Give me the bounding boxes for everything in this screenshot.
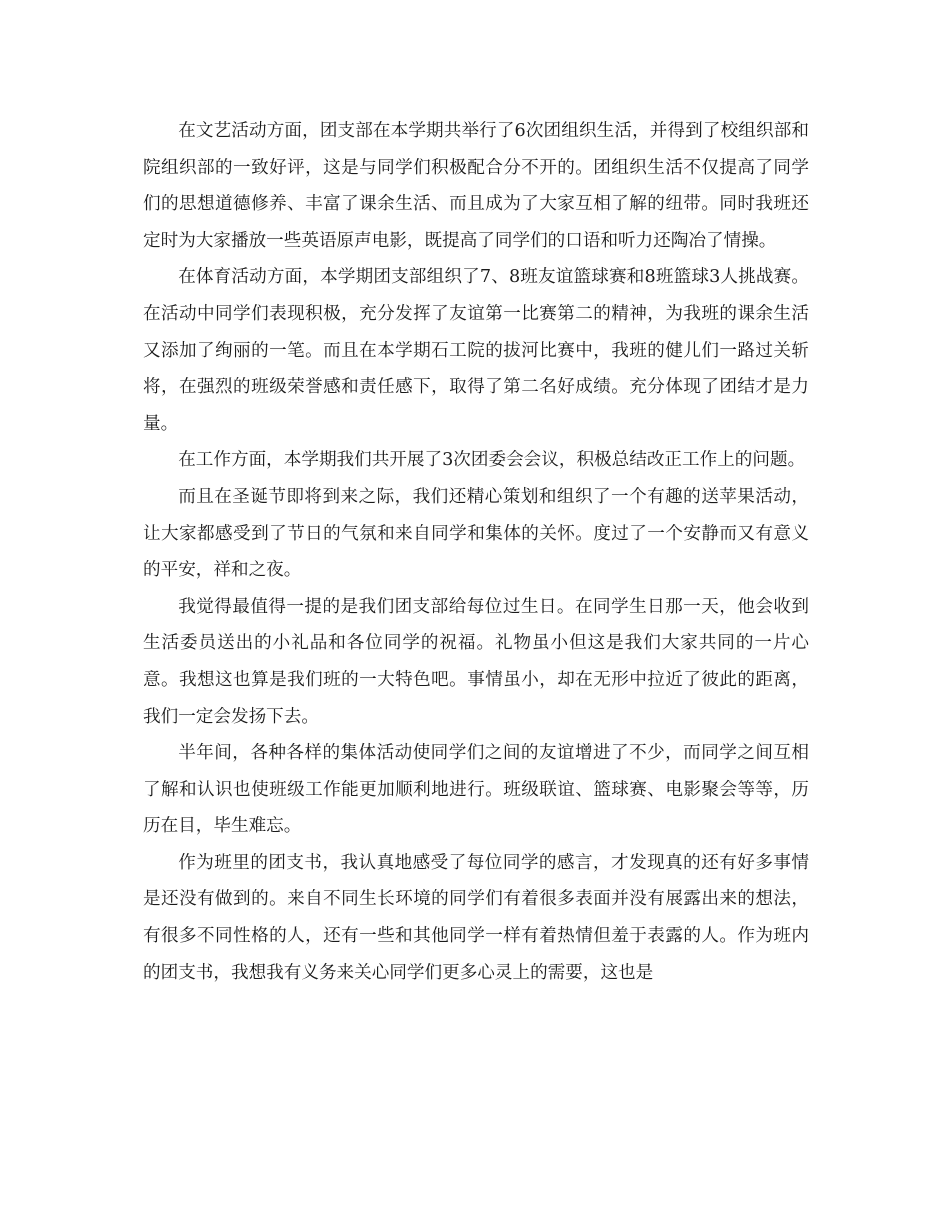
paragraph-arts-activities: 在文艺活动方面，团支部在本学期共举行了6次团组织生活，并得到了校组织部和院组织部的一致好评，这是与同学们积极配合分不开的。团组织生活不仅提高了同学们的思想道德修养、丰富了课余生活、而且成为了大家互相了解的纽带。同时我班还定时为大家播放一些英语原声电影，既提高了同学们的口语和听力还陶冶了情操。 xyxy=(143,121,809,251)
paragraph-birthdays: 我觉得最值得一提的是我们团支部给每位过生日。在同学生日那一天，他会收到生活委员送出的小礼品和各位同学的祝福。礼物虽小但这是我们大家共同的一片心意。我想这也算是我们班的一大特色吧。事情虽小，却在无形中拉近了彼此的距离，我们一定会发扬下去。 xyxy=(143,596,809,727)
paragraph-league-secretary: 作为班里的团支书，我认真地感受了每位同学的感言，才发现真的还有好多事情是还没有做到的。来自不同生长环境的同学们有着很多表面并没有展露出来的想法，有很多不同性格的人，还有一些和其他同学一样有着热情但羞于表露的人。作为班内的团支书，我想我有义务来关心同学们更多心灵上的需要，这也是 xyxy=(143,852,809,983)
document-body xyxy=(143,113,809,991)
paragraph-sports-activities: 在体育活动方面，本学期团支部组织了7、8班友谊篮球赛和8班篮球3人挑战赛。在活动中同学们表现积极，充分发挥了友谊第一比赛第二的精神，为我班的课余生活又添加了绚丽的一笔。而且在本学期石工院的拔河比赛中，我班的健儿们一路过关斩将，在强烈的班级荣誉感和责任感下，取得了第二名好成绩。充分体现了团结才是力量。 xyxy=(143,267,809,434)
paragraph-christmas: 而且在圣诞节即将到来之际，我们还精心策划和组织了一个有趣的送苹果活动，让大家都感受到了节日的气氛和来自同学和集体的关怀。度过了一个安静而又有意义的平安，祥和之夜。 xyxy=(143,486,809,581)
paragraph-half-year: 半年间，各种各样的集体活动使同学们之间的友谊增进了不少，而同学之间互相了解和认识也使班级工作能更加顺利地进行。班级联谊、篮球赛、电影聚会等等，历历在目，毕生难忘。 xyxy=(143,743,809,837)
paragraph-work: 在工作方面，本学期我们共开展了3次团委会会议，积极总结改正工作上的问题。 xyxy=(178,450,806,471)
